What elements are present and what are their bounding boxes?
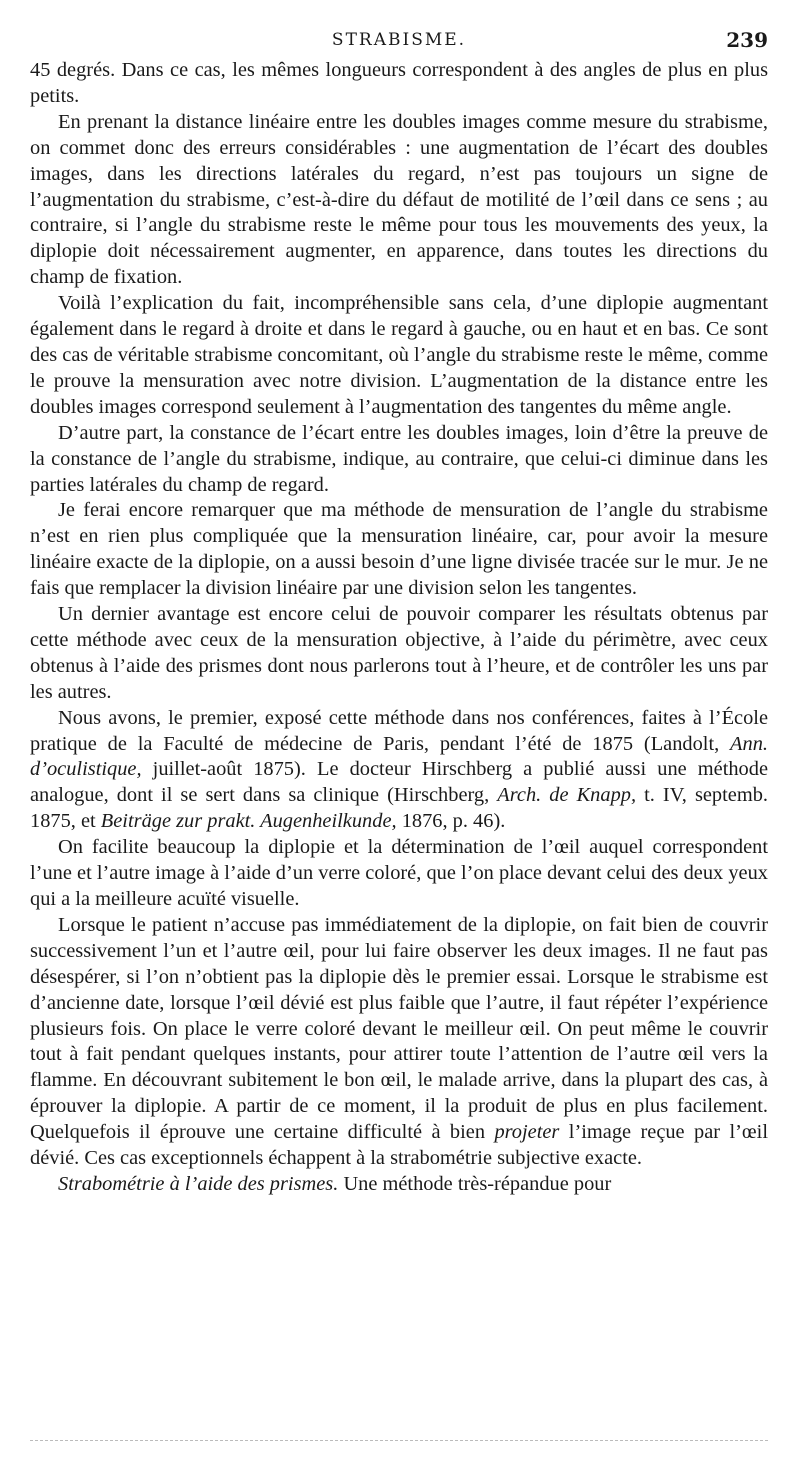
paragraph-prismes	[30, 1172, 768, 1198]
citation-ref-2: Arch. de Knapp,	[497, 784, 637, 807]
paragraph-diplopie	[30, 913, 768, 1172]
paragraph-verre-colore: On facilite beaucoup la diplopie et la détermination de l’œil auquel correspondent l’une et l’autre image à l’aide d’un verre coloré, que l’on place devant celui des deux yeux qui a la meilleure acuïté visuelle.	[30, 836, 768, 910]
paragraph-explication: Voilà l’explication du fait, incompréhensible sans cela, d’une diplopie augmentant également dans le regard à droite et dans le regard à gauche, ou en haut et en bas. Ce sont des cas de véritable strabisme concomitant, où l’angle du strabisme reste le même, comme le prouve la mensuration avec notre division. L’augmentation de la distance entre les doubles images correspond seulement à l’augmentation des tangentes du même angle.	[30, 292, 768, 418]
section-title-prismes: Strabométrie à l’aide des prismes.	[58, 1172, 339, 1195]
citation-ref-3: Beiträge zur prakt. Augenheilkunde,	[100, 810, 397, 833]
page-header	[30, 28, 768, 54]
citation-text-4: 1876, p. 46).	[396, 810, 506, 833]
body-text	[30, 58, 768, 1198]
diplopie-text-2: l’image reçue par l’œil dévié. Ces cas exceptionnels échappent à la strabométrie subjective exacte.	[30, 1121, 768, 1170]
paragraph-methode: Je ferai encore remarquer que ma méthode de mensuration de l’angle du strabisme n’est en rien plus compliquée que la mensuration linéaire, car, pour avoir la mesure linéaire exacte de la diplopie, on a aussi besoin d’une ligne divisée tracée sur le mur. Je ne fais que remplacer la division linéaire par une division selon les tangentes.	[30, 499, 768, 600]
diplopie-text-1: Lorsque le patient n’accuse pas immédiatement de la diplopie, on fait bien de couvrir successivement l’un et l’autre œil, pour lui faire observer les deux images. Il ne faut pas désespérer, si l’on n’obtient pas la diplopie dès le premier essai. Lorsque le strabisme est d’ancienne date, lorsque l’œil dévié est plus faible que l’autre, il faut répéter l’expérience plusieurs fois. On place le verre coloré devant le meilleur œil. On peut même le couvrir tout à fait pendant quelques instants, pour attirer toute l’attention de l’autre œil vers la flamme. En découvrant subitement le bon œil, le malade arrive, dans la plupart des cas, à éprouver la diplopie. A partir de ce moment, il la produit de plus en plus facilement. Quelquefois il éprouve une certaine difficulté à bien	[30, 913, 768, 1144]
paragraph-avantage: Un dernier avantage est encore celui de pouvoir comparer les résultats obtenus par cette méthode avec ceux de la mensuration objective, à l’aide du périmètre, avec ceux obtenus à l’aide des prismes dont nous parlerons tout à l’heure, et de contrôler les uns par les autres.	[30, 603, 768, 703]
prismes-text: Une méthode très-répandue pour	[338, 1172, 612, 1195]
paragraph-distance: En prenant la distance linéaire entre les doubles images comme mesure du strabisme, on commet donc des erreurs considérables : une augmentation de l’écart des doubles images, dans les directions latérales du regard, n’est pas toujours un signe de l’augmentation du strabisme, c’est-à-dire du défaut de motilité de l’œil dans ce sens ; au contraire, si l’angle du strabisme reste le même pour tous les mouvements des yeux, la diplopie doit nécessairement augmenter, en apparence, dans toutes les directions du champ de fixation.	[30, 110, 768, 289]
citation-text-2: juillet-août 1875). Le docteur Hirschberg a publié aussi une méthode analogue, dont il se sert dans sa clinique (Hirschberg,	[30, 758, 768, 807]
paragraph-citation	[30, 706, 768, 836]
projeter-word: projeter	[494, 1121, 560, 1144]
page	[30, 28, 768, 1198]
citation-text-3: t. IV, septemb. 1875, et	[30, 784, 768, 833]
citation-text-1: Nous avons, le premier, exposé cette méthode dans nos conférences, faites à l’École pratique de la Faculté de médecine de Paris, pendant l’été de 1875 (Landolt,	[30, 706, 768, 755]
citation-ref-1: Ann. d’oculistique,	[30, 732, 768, 781]
paragraph-constance: D’autre part, la constance de l’écart entre les doubles images, loin d’être la preuve de la constance de l’angle du strabisme, indique, au contraire, que celui-ci diminue dans les parties latérales du champ de regard.	[30, 421, 768, 496]
page-number: 239	[726, 28, 768, 52]
running-title: STRABISME.	[331, 30, 467, 50]
footer-rule	[30, 1438, 768, 1441]
paragraph-continuation: 45 degrés. Dans ce cas, les mêmes longueurs correspondent à des angles de plus en plus petits.	[30, 59, 768, 107]
